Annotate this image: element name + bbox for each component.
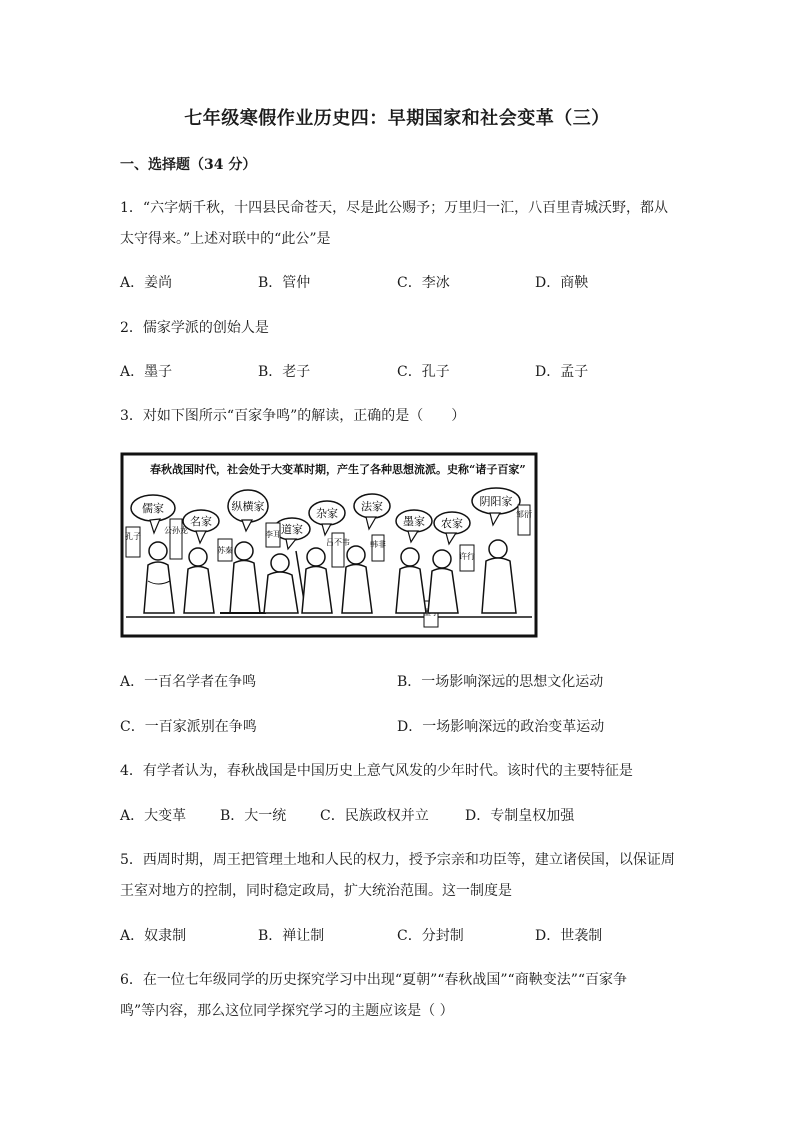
question-3-line-1: 3．对如下图所示“百家争鸣”的解读，正确的是（ ） [120,408,466,424]
q1-option-d: D．商鞅 [535,275,589,291]
thinker-label-1: 孔子 [125,532,141,541]
question-1-line-2: 太守得来。”上述对联中的“此公”是 [120,231,331,247]
thinker-label-3: 苏秦 [217,546,233,555]
thinker-label-5: 吕不韦 [326,538,350,547]
school-label-7: 墨家 [403,515,425,528]
thinker-label-4: 李耳 [265,530,281,539]
question-5-line-2: 王室对地方的控制，同时稳定政局，扩大统治范围。这一制度是 [120,883,512,899]
school-label-4: 道家 [281,523,303,536]
school-label-6: 法家 [361,500,383,513]
q4-option-b: B．大一统 [220,808,287,824]
q2-option-a: A．墨子 [120,364,173,380]
q3-option-c: C．一百家派别在争鸣 [120,719,257,735]
q1-option-b: B．管仲 [258,275,311,291]
school-label-8: 农家 [441,517,463,530]
question-6-line-2: 鸣”等内容，那么这位同学探究学习的主题应该是（ ） [120,1003,454,1019]
question-6-line-1: 6．在一位七年级同学的历史探究学习中出现“夏朝”“春秋战国”“商鞅变法”“百家争 [120,972,628,988]
q5-option-a: A．奴隶制 [120,928,187,944]
q3-option-b: B．一场影响深远的思想文化运动 [397,674,604,690]
q5-option-c: C．分封制 [397,928,464,944]
thinker-label-9: 邹衍 [516,510,532,519]
school-label-3: 纵横家 [231,500,265,513]
school-label-5: 杂家 [316,507,338,520]
thinker-label-6: 韩非 [370,540,386,549]
q5-option-d: D．世袭制 [535,928,603,944]
q5-option-b: B．禅让制 [258,928,325,944]
school-label-2: 名家 [190,515,212,528]
q4-option-c: C．民族政权并立 [320,808,429,824]
school-label-1: 儒家 [142,502,164,515]
q3-option-d: D．一场影响深远的政治变革运动 [397,719,605,735]
thinker-label-2: 公孙龙 [164,526,188,535]
school-label-9: 阴阳家 [479,495,513,508]
q3-option-a: A．一百名学者在争鸣 [120,674,257,690]
q4-option-a: A．大变革 [120,808,187,824]
q2-option-c: C．孔子 [397,364,450,380]
question-2-line-1: 2．儒家学派的创始人是 [120,320,269,336]
q2-option-d: D．孟子 [535,364,589,380]
q4-option-d: D．专制皇权加强 [465,808,575,824]
question-1-line-1: 1．“六字炳千秋，十四县民命苍天，尽是此公赐予；万里归一汇，八百里青城沃野，都从 [120,200,669,216]
thinker-label-8: 许行 [459,552,475,561]
illustration-caption: 春秋战国时代，社会处于大变革时期，产生了各种思想流派。史称“诸子百家” [150,463,526,476]
section-heading: 一、选择题（34 分） [120,157,257,173]
hundred-schools-illustration [120,451,538,639]
q1-option-a: A．姜尚 [120,275,173,291]
question-4-line-1: 4．有学者认为，春秋战国是中国历史上意气风发的少年时代。该时代的主要特征是 [120,763,633,779]
q2-option-b: B．老子 [258,364,311,380]
question-5-line-1: 5．西周时期，周王把管理土地和人民的权力，授予宗亲和功臣等，建立诸侯国，以保证周 [120,852,675,868]
q1-option-c: C．李冰 [397,275,450,291]
page-title: 七年级寒假作业历史四：早期国家和社会变革（三） [184,108,610,129]
